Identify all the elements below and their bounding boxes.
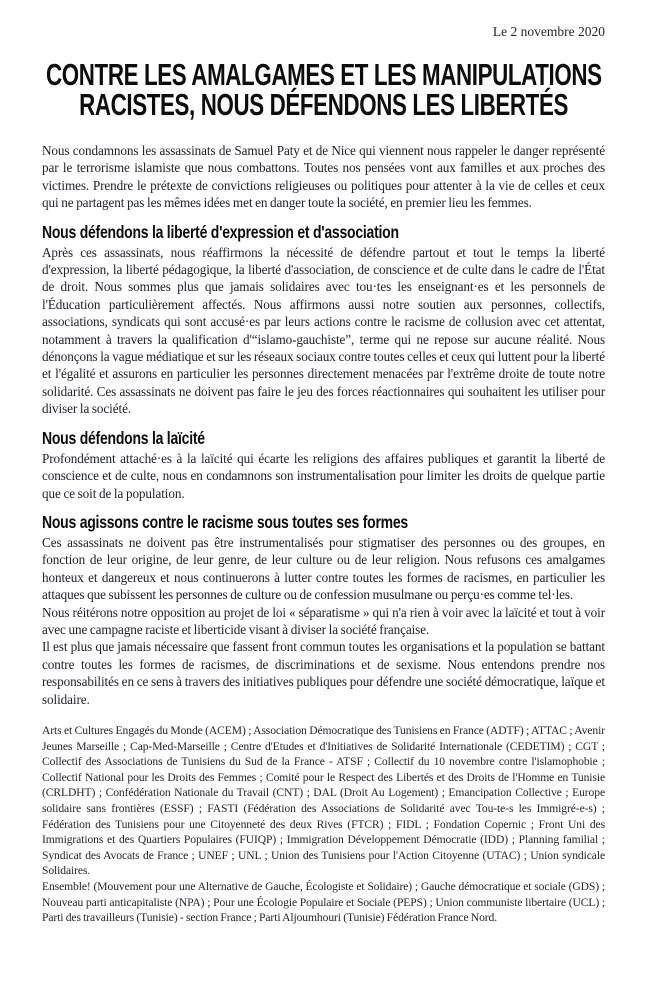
- signatories-parties: Ensemble! (Mouvement pour une Alternative de Gauche, Écologiste et Solidaire) ; Gauche démocratique et sociale (GDS) ; Nouveau parti anticapitaliste (NPA) ; Pour une Écologie Populaire et Sociale (PEPS) ; Union communiste libertaire (UCL) ; Parti des travailleurs (Tunisie) - section France ; Parti Aljoumhouri (Tunisie) Fédération France Nord.: [42, 879, 605, 925]
- section-paragraph: Après ces assassinats, nous réaffirmons la nécessité de défendre partout et tout le temps la liberté d'expression, la liberté pédagogique, la liberté d'association, de conscience et de culte dans le cadre de l'État de droit. Nous sommes plus que jamais solidaires avec tou·tes les enseignant·es et les personnels de l'Éducation particulièrement affectés. Nous affirmons aussi notre soutien aux personnes, collectifs, associations, syndicats qui sont accusé·es par leurs actions contre le racisme de collusion avec cet attentat, notamment à travers la qualification d'“islamo-gauchiste”, terme qui ne repose sur aucune réalité. Nous dénonçons la vague médiatique et sur les réseaux sociaux contre toutes celles et ceux qui luttent pour la liberté et l'égalité et assurons en particulier les personnes directement menacées par l'extrême droite de toute notre solidarité. Ces assassinats ne doivent pas faire le jeu des forces réactionnaires qui souhaitent les utiliser pour diviser la société.: [42, 244, 605, 417]
- section-heading-racisme: Nous agissons contre le racisme sous toutes ses formes: [42, 511, 408, 532]
- document-date: Le 2 novembre 2020: [492, 24, 605, 39]
- section-paragraph: Ces assassinats ne doivent pas être instrumentalisés pour stigmatiser des personnes ou des groupes, en fonction de leur origine, de leur genre, de leur culture ou de leur religion. Nous refusons ces amalgames honteux et dangereux et nous continuerons à lutter contre toutes les formes de racismes, en particulier les attaques que subissent les personnes de culture ou de confession musulmane ou perçu·es comme tel·les.: [42, 534, 605, 603]
- section-heading-laicite: Nous défendons la laïcité: [42, 427, 205, 448]
- page-title: [42, 57, 605, 122]
- section-heading-liberte-expression: Nous défendons la liberté d'expression et d'association: [42, 221, 399, 242]
- section-paragraph: Nous réitérons notre opposition au projet de loi « séparatisme » qui n'a rien à voir avec la laïcité et tout à voir avec une campagne raciste et liberticide visant à diviser la société française.: [42, 604, 605, 637]
- document-body: [42, 142, 605, 708]
- page-title-line-2: RACISTES, NOUS DÉFENDONS LES LIBERTÉS: [79, 87, 568, 122]
- section-paragraph: Profondément attaché·es à la laïcité qui écarte les religions des affaires publiques et garantit la liberté de conscience et de culte, nous en condamnons son instrumentalisation pour limiter les droits de quelque partie que ce soit de la population.: [42, 450, 605, 501]
- signatories-associations: Arts et Cultures Engagés du Monde (ACEM) ; Association Démocratique des Tunisiens en France (ADTF) ; ATTAC ; Avenir Jeunes Marseille ; Cap-Med-Marseille ; Centre d'Etudes et d'Initiatives de Solidarité Internationale (CEDETIM) ; CGT ; Collectif des Associations de Tunisiens du Sud de la France - ATSF ; Collectif du 10 novembre contre l'islamophobie ; Collectif National pour les Droits des Femmes ; Comité pour le Respect des Libertés et des Droits de l'Homme en Tunisie (CRLDHT) ; Confédération Nationale du Travail (CNT) ; DAL (Droit Au Logement) ; Emancipation Collective ; Europe solidaire sans frontières (ESSF) ; FASTI (Fédération des Associations de Solidarité avec Tou-te-s les Immigré-e-s) ; Fédération des Tunisiens pour une Citoyenneté des deux Rives (FTCR) ; FIDL ; Fondation Copernic ; Front Uni des Immigrations et des Quartiers Populaires (FUIQP) ; Immigration Développement Démocratie (IDD) ; Planning familial ; Syndicat des Avocats de France ; UNEF ; UNL ; Union des Tunisiens pour l'Action Citoyenne (UTAC) ; Union syndicale Solidaires.: [42, 723, 605, 878]
- signatories-block: [42, 723, 605, 926]
- page-title-line-1: CONTRE LES AMALGAMES ET LES MANIPULATIONS: [45, 57, 602, 92]
- intro-paragraph: Nous condamnons les assassinats de Samuel Paty et de Nice qui viennent nous rappeler le danger représenté par le terrorisme islamiste que nous combattons. Toutes nos pensées vont aux familles et aux proches des victimes. Prendre le prétexte de convictions religieuses ou politiques pour attenter à la vie de celles et ceux qui ne partagent pas les mêmes idées met en danger toute la société, en premier lieu les femmes.: [42, 143, 605, 211]
- section-paragraph: Il est plus que jamais nécessaire que fassent front commun toutes les organisations et la population se battant contre toutes les formes de racismes, de discriminations et de sexisme. Nous entendons prendre nos responsabilités en ce sens à travers des initiatives publiques pour défendre une société démocratique, laïque et solidaire.: [42, 639, 605, 707]
